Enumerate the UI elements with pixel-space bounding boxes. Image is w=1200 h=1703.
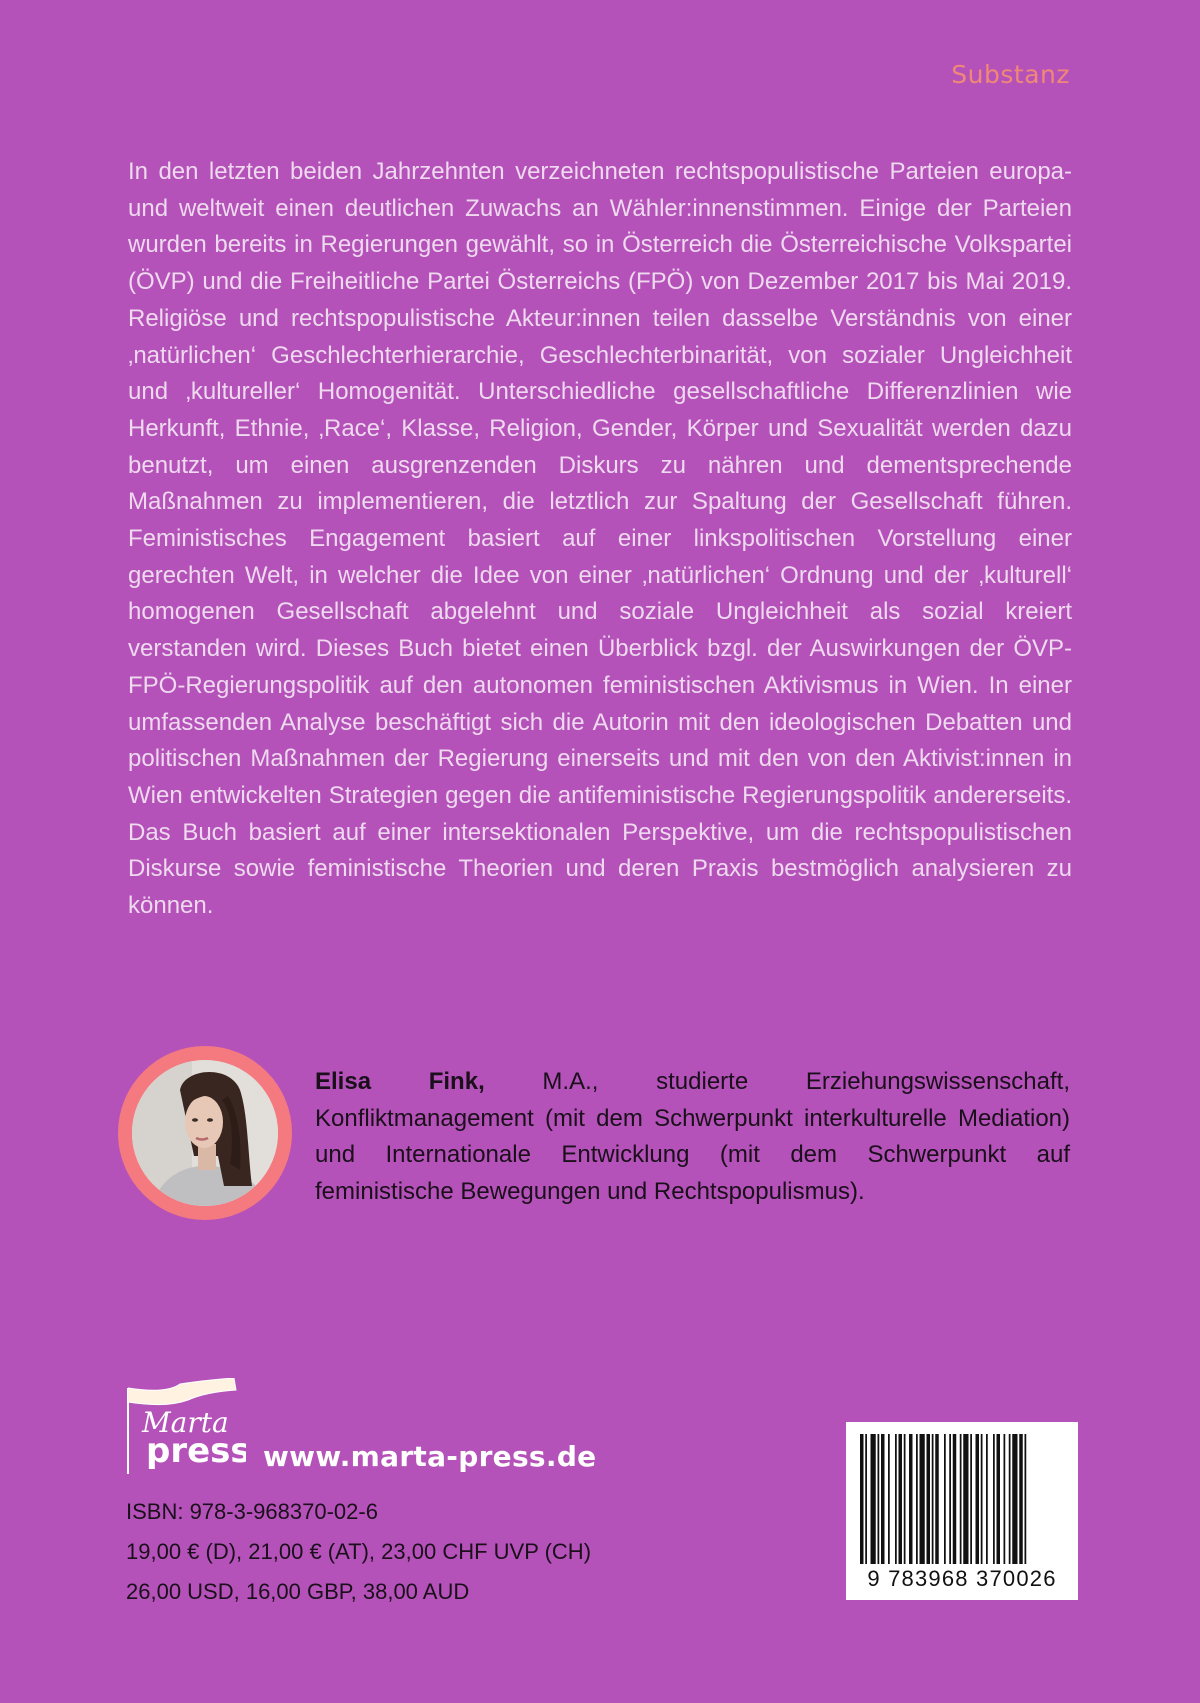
book-blurb: In den letzten beiden Jahrzehnten verzeichneten rechtspopulistische Parteien europa- und weltweit einen deutlichen Zuwachs an Wähler:innenstimmen. Einige der Parteien wurden bereits in Regierungen gewählt, so in Österreich die Österreichische Volkspartei (ÖVP) und die Freiheitliche Partei Österreichs (FPÖ) von Dezember 2017 bis Mai 2019. Religiöse und rechtspopulistische Akteur:innen teilen dasselbe Verständnis von einer ‚natürlichen‘ Geschlechterhierarchie, Geschlechterbinarität, von sozialer Ungleichheit und ‚kultureller‘ Homogenität. Unterschiedliche gesellschaftliche Differenzlinien wie Herkunft, Ethnie, ‚Race‘, Klasse, Religion, Gender, Körper und Sexualität werden dazu benutzt, um einen ausgrenzenden Diskurs zu nähren und dementsprechende Maßnahmen zu implementieren, die letztlich zur Spaltung der Gesellschaft führen. Feministisches Engagement basiert auf einer linkspolitischen Vorstellung einer gerechten Welt, in welcher die Idee von einer ‚natürlichen‘ Ordnung und der ‚kulturell‘ homogenen Gesellschaft abgelehnt und soziale Ungleichheit als sozial kreiert verstanden wird. Dieses Buch bietet einen Überblick bzgl. der Auswirkungen der ÖVP-FPÖ-Regierungspolitik auf den autonomen feministischen Aktivismus in Wien. In einer umfassenden Analyse beschäftigt sich die Autorin mit den ideologischen Debatten und politischen Maßnahmen der Regierung einerseits und mit den von den Aktivist:innen in Wien entwickelten Strategien gegen die antifeministische Regierungspolitik andererseits. Das Buch basiert auf einer intersektionalen Perspektive, um die rechtspopulistischen Diskurse sowie feministische Theorien und deren Praxis bestmöglich analysieren zu können.	[128, 158, 1072, 920]
logo-bold-text: press	[146, 1431, 246, 1471]
portrait-image	[132, 1060, 278, 1206]
price-line-2: 26,00 USD, 16,00 GBP, 38,00 AUD	[126, 1579, 470, 1604]
series-label: Substanz	[951, 60, 1070, 89]
price-line-1: 19,00 € (D), 21,00 € (AT), 23,00 CHF UVP (CH)	[126, 1539, 592, 1564]
author-bio-text: M.A., studierte Erziehungswissenschaft, Konfliktmanagement (mit dem Schwerpunkt interkulturelle Mediation) und Internationale Entwicklung (mit dem Schwerpunkt auf feministische Bewegungen und Rechtspopulismus).	[315, 1068, 1070, 1205]
isbn: ISBN: 978-3-968370-02-6	[126, 1499, 378, 1524]
publisher-website[interactable]: www.marta-press.de	[263, 1440, 597, 1473]
publisher-logo	[126, 1378, 246, 1478]
logo-script-text: Marta	[142, 1406, 229, 1439]
barcode-digits: 9 783968 370026	[867, 1566, 1057, 1591]
author-name: Elisa Fink,	[315, 1068, 485, 1095]
barcode	[846, 1422, 1078, 1600]
author-photo	[118, 1046, 292, 1220]
author-bio	[315, 1064, 1070, 1210]
